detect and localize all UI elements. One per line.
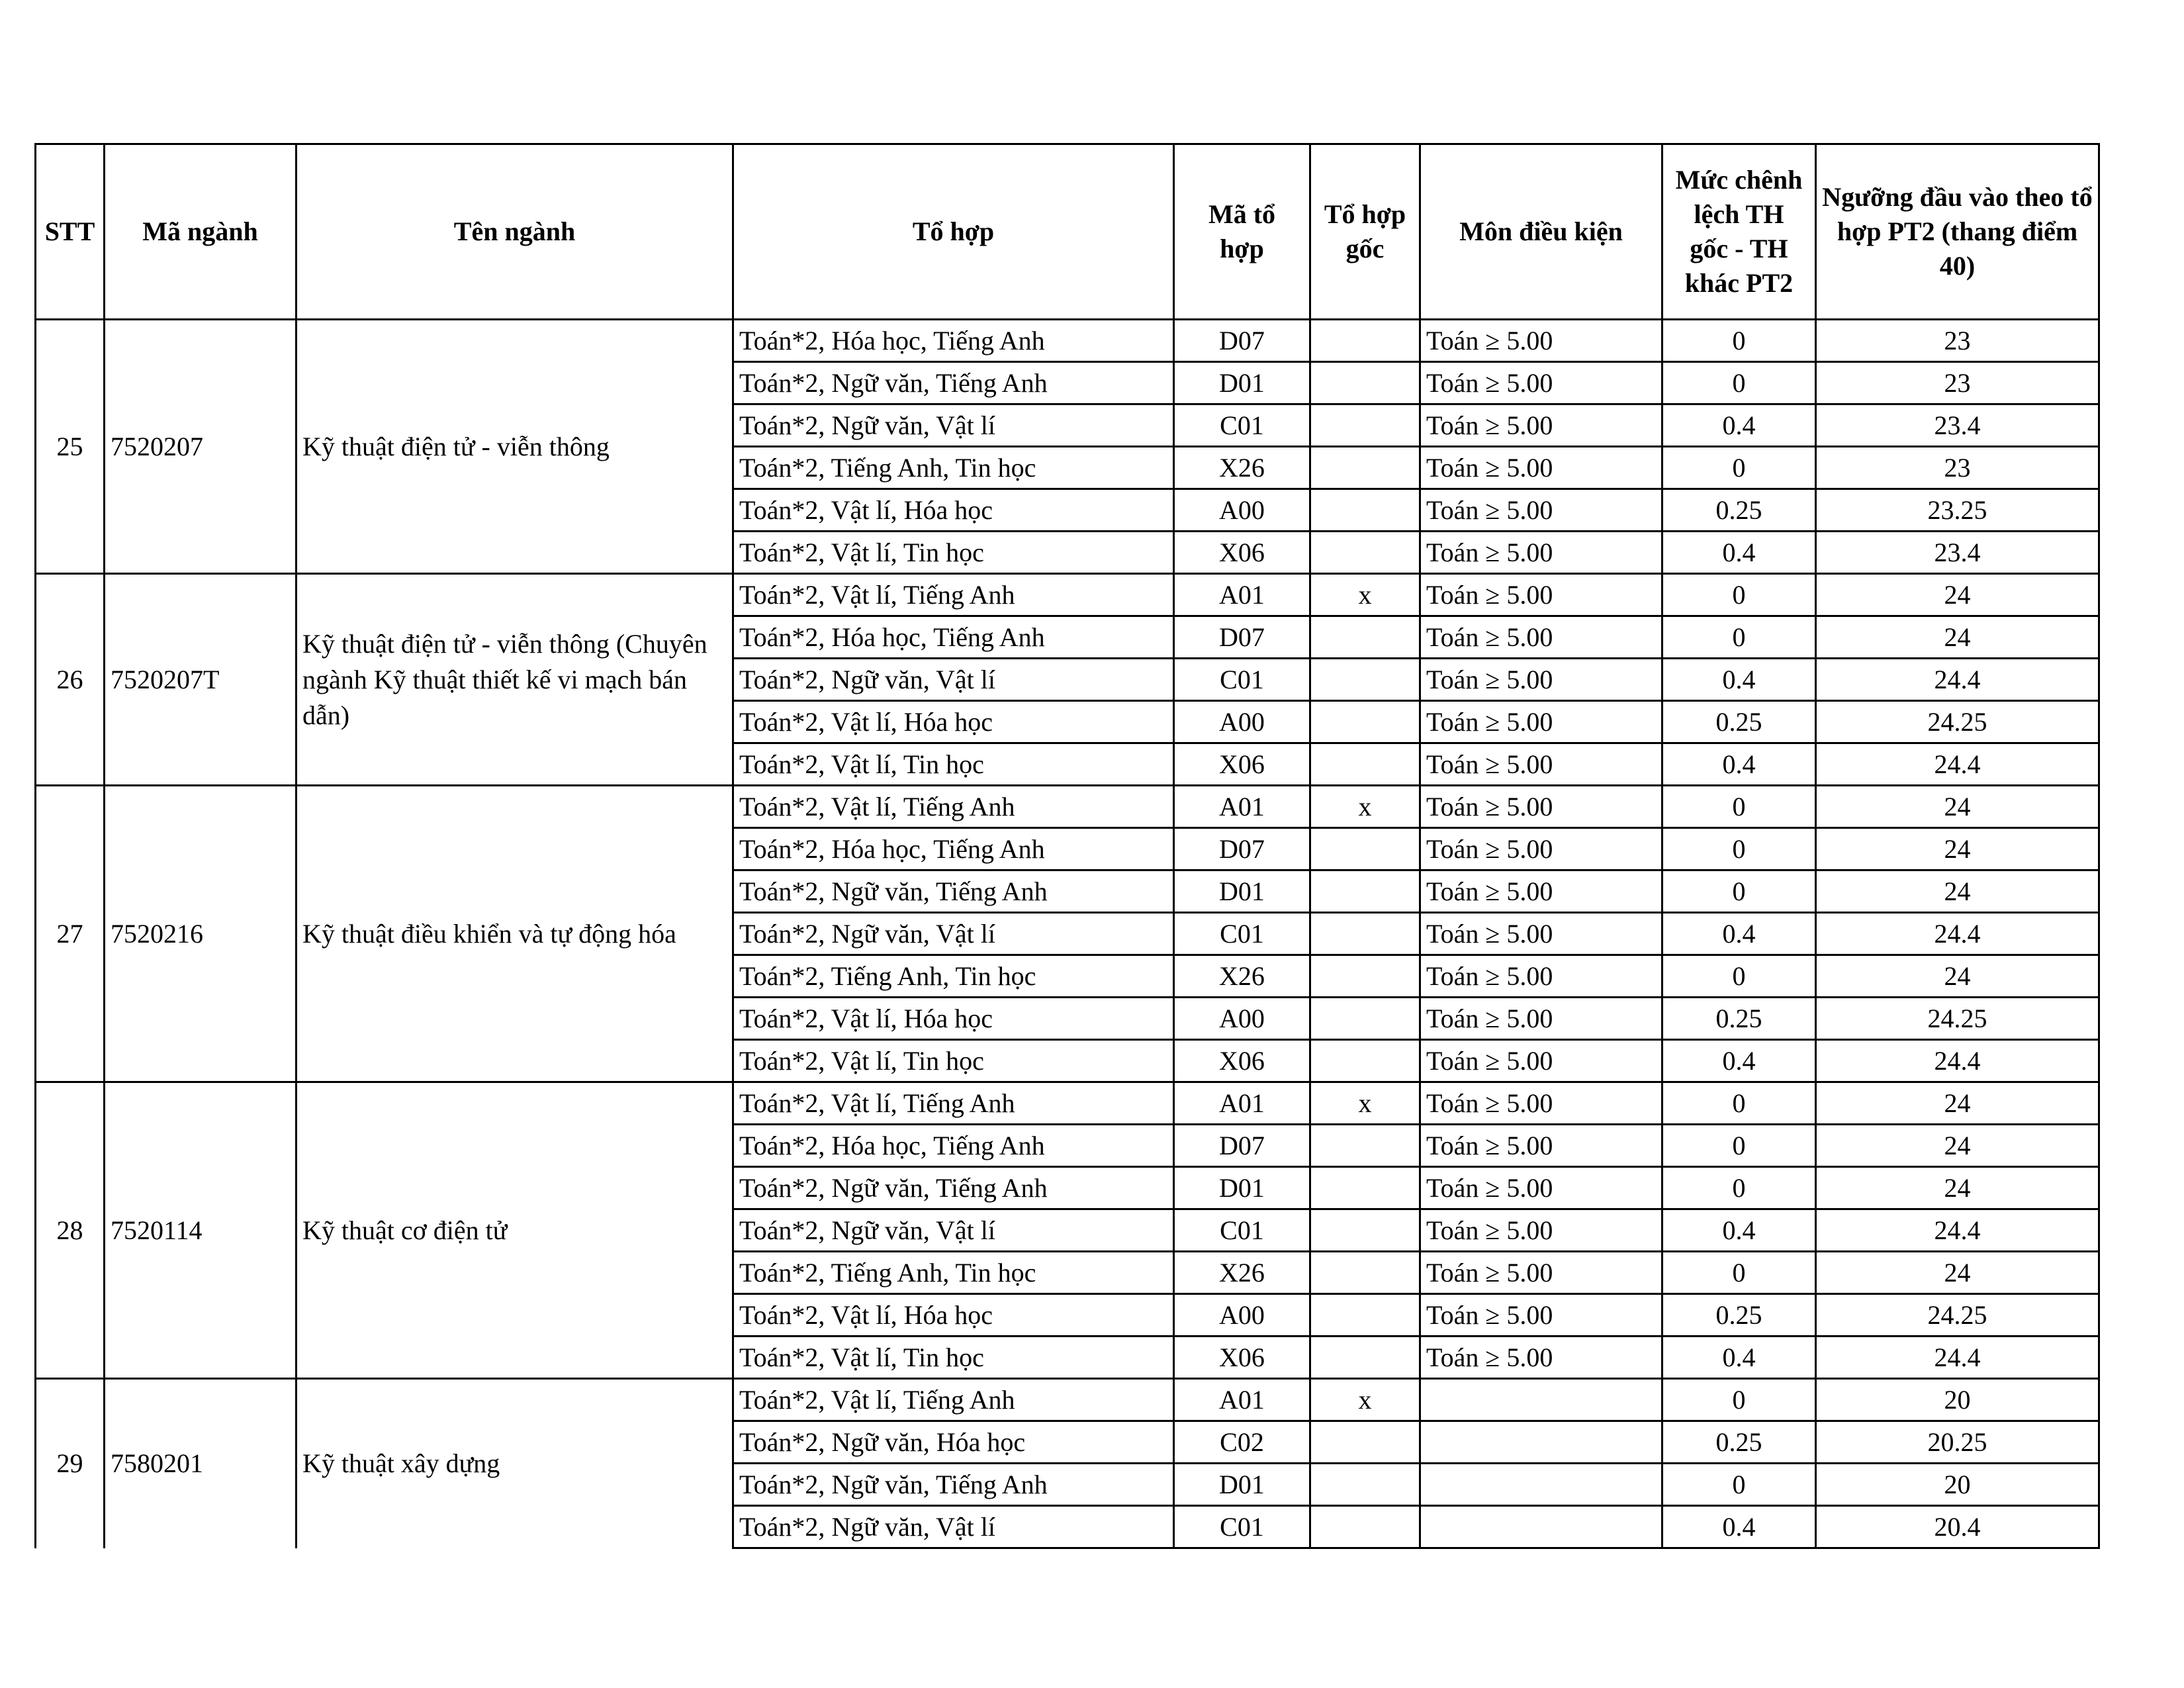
- cell-ma-nganh: 7520216: [105, 786, 296, 1082]
- cell-to-hop-goc: x: [1310, 574, 1420, 616]
- cell-nguong: 24.4: [1816, 1336, 2099, 1379]
- cell-muc-chenh-lech: 0: [1662, 616, 1816, 659]
- table-row: [36, 574, 2099, 616]
- cell-to-hop-goc: [1310, 1336, 1420, 1379]
- cell-nguong: 24: [1816, 574, 2099, 616]
- table-row: [36, 1082, 2099, 1125]
- cell-mon-dieu-kien: Toán ≥ 5.00: [1420, 1082, 1662, 1125]
- cell-ma-nganh: 7580201: [105, 1379, 296, 1548]
- cell-ma-to-hop: D07: [1174, 320, 1310, 362]
- cell-to-hop-goc: [1310, 913, 1420, 955]
- header-muc-chenh-lech: Mức chênh lệch TH gốc - TH khác PT2: [1662, 144, 1816, 320]
- cell-mon-dieu-kien: Toán ≥ 5.00: [1420, 913, 1662, 955]
- cell-to-hop-goc: [1310, 1252, 1420, 1294]
- cell-to-hop: Toán*2, Vật lí, Hóa học: [733, 701, 1174, 743]
- cell-ma-to-hop: C01: [1174, 404, 1310, 447]
- cell-to-hop: Toán*2, Vật lí, Tin học: [733, 743, 1174, 786]
- cell-nguong: 24: [1816, 1167, 2099, 1209]
- cell-to-hop: Toán*2, Vật lí, Hóa học: [733, 1294, 1174, 1336]
- cell-mon-dieu-kien: Toán ≥ 5.00: [1420, 998, 1662, 1040]
- cell-to-hop: Toán*2, Ngữ văn, Tiếng Anh: [733, 362, 1174, 404]
- cell-ma-nganh: 7520207T: [105, 574, 296, 786]
- table-row: [36, 320, 2099, 362]
- cell-mon-dieu-kien: Toán ≥ 5.00: [1420, 786, 1662, 828]
- cell-to-hop: Toán*2, Vật lí, Tiếng Anh: [733, 1379, 1174, 1421]
- cell-muc-chenh-lech: 0.4: [1662, 1209, 1816, 1252]
- cell-ma-to-hop: D07: [1174, 828, 1310, 870]
- header-ten-nganh: Tên ngành: [296, 144, 733, 320]
- cell-nguong: 24: [1816, 828, 2099, 870]
- cell-muc-chenh-lech: 0: [1662, 1252, 1816, 1294]
- cell-to-hop-goc: [1310, 998, 1420, 1040]
- cell-ma-nganh: 7520114: [105, 1082, 296, 1379]
- cell-nguong: 24.25: [1816, 701, 2099, 743]
- cell-ma-to-hop: D07: [1174, 1125, 1310, 1167]
- cell-ma-to-hop: X06: [1174, 1040, 1310, 1082]
- cell-mon-dieu-kien: Toán ≥ 5.00: [1420, 870, 1662, 913]
- cell-muc-chenh-lech: 0.4: [1662, 404, 1816, 447]
- cell-nguong: 24: [1816, 870, 2099, 913]
- cell-ma-to-hop: X26: [1174, 955, 1310, 998]
- cell-muc-chenh-lech: 0.4: [1662, 743, 1816, 786]
- cell-nguong: 24: [1816, 1125, 2099, 1167]
- cell-muc-chenh-lech: 0: [1662, 1082, 1816, 1125]
- cell-nguong: 24.4: [1816, 659, 2099, 701]
- cell-nguong: 20: [1816, 1464, 2099, 1506]
- cell-to-hop-goc: [1310, 743, 1420, 786]
- cell-nguong: 24.4: [1816, 913, 2099, 955]
- cell-mon-dieu-kien: Toán ≥ 5.00: [1420, 320, 1662, 362]
- cell-to-hop: Toán*2, Tiếng Anh, Tin học: [733, 955, 1174, 998]
- cell-muc-chenh-lech: 0: [1662, 828, 1816, 870]
- cell-muc-chenh-lech: 0.4: [1662, 913, 1816, 955]
- document-page: [34, 143, 2100, 1549]
- cell-to-hop: Toán*2, Hóa học, Tiếng Anh: [733, 828, 1174, 870]
- cell-muc-chenh-lech: 0: [1662, 1125, 1816, 1167]
- cell-mon-dieu-kien: Toán ≥ 5.00: [1420, 404, 1662, 447]
- cell-mon-dieu-kien: Toán ≥ 5.00: [1420, 659, 1662, 701]
- cell-to-hop: Toán*2, Vật lí, Tin học: [733, 532, 1174, 574]
- cell-mon-dieu-kien: Toán ≥ 5.00: [1420, 1252, 1662, 1294]
- cell-muc-chenh-lech: 0: [1662, 955, 1816, 998]
- cell-to-hop: Toán*2, Hóa học, Tiếng Anh: [733, 320, 1174, 362]
- cell-ma-to-hop: A01: [1174, 786, 1310, 828]
- cell-to-hop-goc: [1310, 828, 1420, 870]
- cell-ten-nganh: Kỹ thuật xây dựng: [296, 1379, 733, 1548]
- cell-muc-chenh-lech: 0: [1662, 870, 1816, 913]
- cell-mon-dieu-kien: Toán ≥ 5.00: [1420, 828, 1662, 870]
- cell-muc-chenh-lech: 0: [1662, 1464, 1816, 1506]
- cell-mon-dieu-kien: Toán ≥ 5.00: [1420, 1209, 1662, 1252]
- cell-ma-to-hop: A01: [1174, 1379, 1310, 1421]
- cell-mon-dieu-kien: [1420, 1421, 1662, 1464]
- cell-ten-nganh: Kỹ thuật cơ điện tử: [296, 1082, 733, 1379]
- cell-to-hop-goc: [1310, 616, 1420, 659]
- cell-ma-to-hop: A01: [1174, 574, 1310, 616]
- cell-to-hop-goc: [1310, 404, 1420, 447]
- cell-muc-chenh-lech: 0.4: [1662, 1040, 1816, 1082]
- cell-to-hop: Toán*2, Hóa học, Tiếng Anh: [733, 616, 1174, 659]
- cell-nguong: 24.4: [1816, 743, 2099, 786]
- cell-nguong: 20: [1816, 1379, 2099, 1421]
- cell-ma-to-hop: C01: [1174, 1209, 1310, 1252]
- cell-to-hop: Toán*2, Ngữ văn, Vật lí: [733, 1506, 1174, 1548]
- cell-nguong: 24.4: [1816, 1209, 2099, 1252]
- cell-mon-dieu-kien: Toán ≥ 5.00: [1420, 532, 1662, 574]
- cell-mon-dieu-kien: Toán ≥ 5.00: [1420, 955, 1662, 998]
- cell-muc-chenh-lech: 0.4: [1662, 532, 1816, 574]
- header-stt: STT: [36, 144, 105, 320]
- cell-mon-dieu-kien: Toán ≥ 5.00: [1420, 616, 1662, 659]
- cell-nguong: 24: [1816, 786, 2099, 828]
- cell-mon-dieu-kien: Toán ≥ 5.00: [1420, 447, 1662, 489]
- cell-mon-dieu-kien: Toán ≥ 5.00: [1420, 1125, 1662, 1167]
- cell-to-hop: Toán*2, Tiếng Anh, Tin học: [733, 1252, 1174, 1294]
- cell-muc-chenh-lech: 0.25: [1662, 701, 1816, 743]
- cell-mon-dieu-kien: Toán ≥ 5.00: [1420, 362, 1662, 404]
- cell-to-hop-goc: [1310, 320, 1420, 362]
- cell-muc-chenh-lech: 0.4: [1662, 1506, 1816, 1548]
- cell-to-hop: Toán*2, Tiếng Anh, Tin học: [733, 447, 1174, 489]
- cell-nguong: 24: [1816, 1252, 2099, 1294]
- cell-muc-chenh-lech: 0: [1662, 1167, 1816, 1209]
- cell-ma-to-hop: C01: [1174, 659, 1310, 701]
- cell-mon-dieu-kien: Toán ≥ 5.00: [1420, 1294, 1662, 1336]
- cell-muc-chenh-lech: 0: [1662, 362, 1816, 404]
- cell-nguong: 23.25: [1816, 489, 2099, 532]
- cell-to-hop-goc: [1310, 1464, 1420, 1506]
- cell-to-hop-goc: [1310, 701, 1420, 743]
- cell-ma-to-hop: D01: [1174, 1464, 1310, 1506]
- header-nguong: Ngưỡng đầu vào theo tổ hợp PT2 (thang điểm 40): [1816, 144, 2099, 320]
- cell-to-hop: Toán*2, Vật lí, Hóa học: [733, 998, 1174, 1040]
- cell-nguong: 23: [1816, 447, 2099, 489]
- cell-nguong: 24.25: [1816, 998, 2099, 1040]
- cell-to-hop-goc: [1310, 1506, 1420, 1548]
- cell-to-hop: Toán*2, Ngữ văn, Tiếng Anh: [733, 870, 1174, 913]
- cell-to-hop-goc: [1310, 362, 1420, 404]
- cell-to-hop: Toán*2, Ngữ văn, Vật lí: [733, 913, 1174, 955]
- cell-to-hop: Toán*2, Ngữ văn, Tiếng Anh: [733, 1464, 1174, 1506]
- cell-ten-nganh: Kỹ thuật điện tử - viễn thông: [296, 320, 733, 574]
- cell-mon-dieu-kien: Toán ≥ 5.00: [1420, 1336, 1662, 1379]
- cell-ma-nganh: 7520207: [105, 320, 296, 574]
- cell-to-hop-goc: [1310, 532, 1420, 574]
- cell-ma-to-hop: C01: [1174, 913, 1310, 955]
- cell-muc-chenh-lech: 0.25: [1662, 998, 1816, 1040]
- cell-nguong: 20.25: [1816, 1421, 2099, 1464]
- header-mon-dieu-kien: Môn điều kiện: [1420, 144, 1662, 320]
- cell-to-hop: Toán*2, Vật lí, Tiếng Anh: [733, 786, 1174, 828]
- cell-muc-chenh-lech: 0: [1662, 320, 1816, 362]
- cell-to-hop-goc: [1310, 870, 1420, 913]
- cell-stt: 25: [36, 320, 105, 574]
- cell-to-hop-goc: [1310, 1125, 1420, 1167]
- cell-muc-chenh-lech: 0: [1662, 1379, 1816, 1421]
- cell-ma-to-hop: X06: [1174, 532, 1310, 574]
- cell-ma-to-hop: A00: [1174, 489, 1310, 532]
- cell-ma-to-hop: X26: [1174, 447, 1310, 489]
- cell-ma-to-hop: A00: [1174, 701, 1310, 743]
- cell-mon-dieu-kien: Toán ≥ 5.00: [1420, 1167, 1662, 1209]
- header-to-hop: Tổ hợp: [733, 144, 1174, 320]
- cell-nguong: 24.25: [1816, 1294, 2099, 1336]
- cell-to-hop-goc: [1310, 447, 1420, 489]
- cell-to-hop: Toán*2, Vật lí, Tiếng Anh: [733, 574, 1174, 616]
- cell-to-hop: Toán*2, Vật lí, Tin học: [733, 1040, 1174, 1082]
- cell-ma-to-hop: X26: [1174, 1252, 1310, 1294]
- cell-mon-dieu-kien: Toán ≥ 5.00: [1420, 743, 1662, 786]
- cell-ma-to-hop: X06: [1174, 743, 1310, 786]
- cell-to-hop-goc: [1310, 1167, 1420, 1209]
- admission-table: [34, 143, 2100, 1549]
- cell-stt: 29: [36, 1379, 105, 1548]
- cell-ma-to-hop: D01: [1174, 870, 1310, 913]
- cell-to-hop-goc: [1310, 1209, 1420, 1252]
- cell-mon-dieu-kien: [1420, 1506, 1662, 1548]
- header-ma-nganh: Mã ngành: [105, 144, 296, 320]
- cell-nguong: 20.4: [1816, 1506, 2099, 1548]
- cell-to-hop: Toán*2, Ngữ văn, Vật lí: [733, 659, 1174, 701]
- cell-muc-chenh-lech: 0.25: [1662, 489, 1816, 532]
- cell-muc-chenh-lech: 0: [1662, 447, 1816, 489]
- cell-muc-chenh-lech: 0.25: [1662, 1421, 1816, 1464]
- cell-to-hop-goc: [1310, 955, 1420, 998]
- cell-to-hop: Toán*2, Hóa học, Tiếng Anh: [733, 1125, 1174, 1167]
- cell-muc-chenh-lech: 0: [1662, 574, 1816, 616]
- cell-nguong: 23: [1816, 362, 2099, 404]
- cell-to-hop-goc: x: [1310, 1379, 1420, 1421]
- cell-ma-to-hop: A01: [1174, 1082, 1310, 1125]
- cell-nguong: 24: [1816, 1082, 2099, 1125]
- cell-to-hop-goc: [1310, 489, 1420, 532]
- cell-to-hop: Toán*2, Vật lí, Tin học: [733, 1336, 1174, 1379]
- cell-ma-to-hop: D07: [1174, 616, 1310, 659]
- header-ma-to-hop: Mã tổ hợp: [1174, 144, 1310, 320]
- cell-nguong: 24: [1816, 616, 2099, 659]
- table-row: [36, 1379, 2099, 1421]
- header-to-hop-goc: Tổ hợp gốc: [1310, 144, 1420, 320]
- cell-ma-to-hop: C01: [1174, 1506, 1310, 1548]
- cell-stt: 28: [36, 1082, 105, 1379]
- cell-muc-chenh-lech: 0: [1662, 786, 1816, 828]
- cell-nguong: 24.4: [1816, 1040, 2099, 1082]
- cell-to-hop: Toán*2, Ngữ văn, Hóa học: [733, 1421, 1174, 1464]
- cell-ma-to-hop: C02: [1174, 1421, 1310, 1464]
- cell-to-hop: Toán*2, Vật lí, Tiếng Anh: [733, 1082, 1174, 1125]
- cell-muc-chenh-lech: 0.4: [1662, 1336, 1816, 1379]
- cell-nguong: 23: [1816, 320, 2099, 362]
- cell-mon-dieu-kien: [1420, 1379, 1662, 1421]
- cell-to-hop-goc: [1310, 1294, 1420, 1336]
- cell-mon-dieu-kien: Toán ≥ 5.00: [1420, 574, 1662, 616]
- cell-ten-nganh: Kỹ thuật điện tử - viễn thông (Chuyên ngành Kỹ thuật thiết kế vi mạch bán dẫn): [296, 574, 733, 786]
- cell-stt: 27: [36, 786, 105, 1082]
- cell-ma-to-hop: A00: [1174, 998, 1310, 1040]
- cell-to-hop: Toán*2, Vật lí, Hóa học: [733, 489, 1174, 532]
- cell-to-hop-goc: [1310, 659, 1420, 701]
- cell-ma-to-hop: D01: [1174, 362, 1310, 404]
- cell-ma-to-hop: D01: [1174, 1167, 1310, 1209]
- table-row: [36, 786, 2099, 828]
- cell-muc-chenh-lech: 0.25: [1662, 1294, 1816, 1336]
- cell-ten-nganh: Kỹ thuật điều khiển và tự động hóa: [296, 786, 733, 1082]
- cell-stt: 26: [36, 574, 105, 786]
- table-header: [36, 144, 2099, 320]
- cell-to-hop-goc: x: [1310, 1082, 1420, 1125]
- cell-to-hop: Toán*2, Ngữ văn, Vật lí: [733, 1209, 1174, 1252]
- cell-to-hop-goc: x: [1310, 786, 1420, 828]
- cell-to-hop-goc: [1310, 1040, 1420, 1082]
- cell-to-hop-goc: [1310, 1421, 1420, 1464]
- cell-mon-dieu-kien: Toán ≥ 5.00: [1420, 1040, 1662, 1082]
- cell-mon-dieu-kien: Toán ≥ 5.00: [1420, 701, 1662, 743]
- cell-muc-chenh-lech: 0.4: [1662, 659, 1816, 701]
- cell-mon-dieu-kien: [1420, 1464, 1662, 1506]
- cell-nguong: 24: [1816, 955, 2099, 998]
- cell-to-hop: Toán*2, Ngữ văn, Vật lí: [733, 404, 1174, 447]
- cell-ma-to-hop: A00: [1174, 1294, 1310, 1336]
- table-body: [36, 320, 2099, 1548]
- cell-ma-to-hop: X06: [1174, 1336, 1310, 1379]
- cell-to-hop: Toán*2, Ngữ văn, Tiếng Anh: [733, 1167, 1174, 1209]
- cell-mon-dieu-kien: Toán ≥ 5.00: [1420, 489, 1662, 532]
- cell-nguong: 23.4: [1816, 404, 2099, 447]
- cell-nguong: 23.4: [1816, 532, 2099, 574]
